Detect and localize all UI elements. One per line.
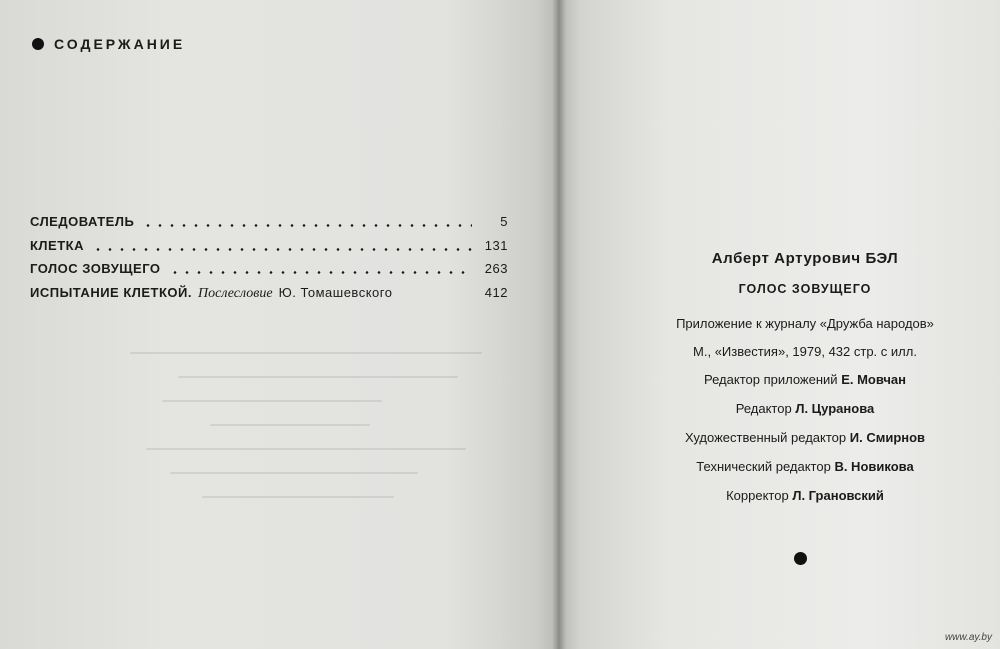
credit-name: Л. Цуранова [795,401,875,416]
credit-line [620,488,990,503]
toc-entry [30,261,508,285]
credit-role: Художественный редактор [684,430,847,445]
credit-role: Редактор [735,401,792,416]
imprint-block [620,250,990,517]
toc-entry-note: Послесловие [198,285,273,301]
dot-leader [92,248,472,251]
credit-role: Редактор приложений [704,372,838,387]
book-gutter [552,0,566,649]
watermark: www.ay.by [944,632,992,643]
book-author: Алберт Артурович БЭЛ [711,250,899,267]
toc-entry-title: КЛЕТКА [30,237,84,253]
toc-heading-text: СОДЕРЖАНИЕ [54,36,186,52]
dot-leader [400,295,472,298]
toc-entry-author: Ю. Томашевского [278,284,393,300]
credit-line [620,401,990,416]
toc-list [30,214,508,308]
credit-name: В. Новикова [834,459,914,474]
bullet-icon [32,38,44,50]
toc-entry-page: 5 [500,214,508,229]
credit-name: Е. Мовчан [841,372,906,387]
toc-entry [30,238,508,262]
toc-entry-page: 412 [484,284,508,300]
end-bullet-icon [794,552,807,565]
toc-heading [32,36,185,52]
toc-entry-page: 131 [484,237,508,253]
dot-leader [142,224,472,227]
toc-entry-title: ГОЛОС ЗОВУЩЕГО [30,261,161,276]
toc-entry-title: ИСПЫТАНИЕ КЛЕТКОЙ. [30,284,192,300]
bleed-through-text [130,330,530,520]
toc-entry [30,214,508,238]
publisher-line: М., «Известия», 1979, 432 стр. с илл. [693,344,917,359]
credit-line [620,372,990,387]
toc-entry-page: 263 [484,261,508,276]
credit-name: И. Смирнов [849,430,926,445]
credit-role: Технический редактор [696,459,831,474]
toc-entry [30,285,508,309]
credit-line [620,459,990,474]
credit-role: Корректор [726,488,789,503]
book-title: ГОЛОС ЗОВУЩЕГО [738,282,872,296]
credit-name: Л. Грановский [792,488,884,503]
supplement-note: Приложение к журналу «Дружба народов» [676,316,934,331]
credit-line [620,430,990,445]
toc-entry-title: СЛЕДОВАТЕЛЬ [30,214,135,229]
dot-leader [169,271,472,274]
